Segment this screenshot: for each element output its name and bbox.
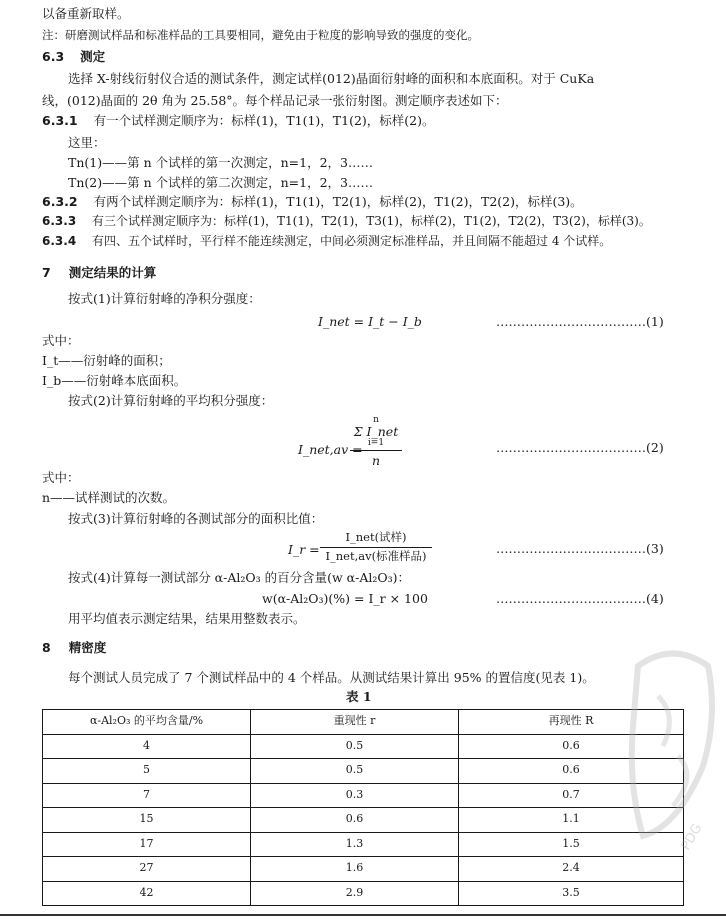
table-cell: 0.6 bbox=[251, 808, 459, 833]
formula-number: ………………………………(2) bbox=[496, 440, 664, 455]
table-cell: 4 bbox=[43, 734, 251, 759]
column-header: 重现性 r bbox=[251, 710, 459, 735]
text-line: 式中： bbox=[42, 470, 80, 485]
definition-line: Tn(1)——第 n 个试样的第一次测定，n=1，2，3…… bbox=[68, 155, 373, 170]
section-heading-8 bbox=[42, 640, 106, 657]
section-title: 测定 bbox=[80, 49, 106, 64]
table-cell: 1.5 bbox=[459, 832, 684, 857]
column-header: 再现性 R bbox=[459, 710, 684, 735]
clause-6-3-3 bbox=[42, 213, 651, 229]
table-cell: 3.5 bbox=[459, 881, 684, 906]
formula-4: w(α-Al₂O₃)(%) = I_r × 100 bbox=[262, 591, 428, 606]
fraction-numerator: Σ I_net bbox=[353, 424, 399, 439]
clause-number: 6.3.4 bbox=[42, 234, 77, 248]
table-cell: 42 bbox=[43, 881, 251, 906]
table-cell: 15 bbox=[43, 808, 251, 833]
table-row bbox=[43, 832, 684, 857]
formula-2-fraction bbox=[350, 416, 402, 470]
section-heading-6-3 bbox=[42, 49, 105, 66]
formula-2-lhs: I_net,av = bbox=[298, 442, 363, 457]
sum-lower-limit: i=1 bbox=[367, 437, 385, 448]
table-cell: 0.6 bbox=[459, 759, 684, 784]
clause-6-3-1 bbox=[42, 113, 435, 130]
precision-table bbox=[42, 709, 684, 906]
text-line: 按式(3)计算衍射峰的各测试部分的面积比值： bbox=[68, 511, 324, 526]
section-title: 精密度 bbox=[68, 640, 107, 655]
table-cell: 1.6 bbox=[251, 857, 459, 882]
formula-number: ………………………………(4) bbox=[496, 591, 664, 606]
definition-line: I_b——衍射峰本底面积。 bbox=[42, 373, 187, 388]
table-row bbox=[43, 783, 684, 808]
clause-number: 6.3.3 bbox=[42, 214, 77, 228]
text-line: 式中： bbox=[42, 333, 80, 348]
fraction-bar bbox=[350, 450, 402, 451]
table-cell: 27 bbox=[43, 857, 251, 882]
text-line: 用平均值表示测定结果，结果用整数表示。 bbox=[68, 611, 306, 626]
table-row bbox=[43, 881, 684, 906]
table-cell: 2.9 bbox=[251, 881, 459, 906]
table-cell: 0.6 bbox=[459, 734, 684, 759]
table-row bbox=[43, 759, 684, 784]
watermark-stamp bbox=[618, 636, 726, 866]
definition-line: I_t——衍射峰的面积； bbox=[42, 353, 171, 368]
clause-number: 6.3.1 bbox=[42, 113, 78, 128]
table-row bbox=[43, 734, 684, 759]
formula-number: ………………………………(3) bbox=[496, 541, 664, 556]
text-line: 按式(4)计算每一测试部分 α-Al₂O₃ 的百分含量(w α-Al₂O₃)： bbox=[68, 570, 410, 585]
paragraph-line: 线，(012)晶面的 2θ 角为 25.58°。每个样品记录一张衍射图。测定顺序表述如下： bbox=[42, 93, 508, 108]
stamp-text: PDG bbox=[678, 821, 706, 853]
formula-number: ………………………………(1) bbox=[496, 314, 664, 329]
table-cell: 0.5 bbox=[251, 759, 459, 784]
fraction-denominator: I_net,av(标准样品) bbox=[325, 548, 427, 563]
bottom-rule bbox=[0, 914, 726, 916]
table-cell: 0.5 bbox=[251, 734, 459, 759]
definition-line: Tn(2)——第 n 个试样的第二次测定，n=1，2，3…… bbox=[68, 175, 373, 190]
formula-3-lhs: I_r = bbox=[288, 542, 320, 557]
clause-6-3-4 bbox=[42, 233, 611, 249]
section-number: 7 bbox=[42, 265, 51, 280]
clause-number: 6.3.2 bbox=[42, 194, 78, 209]
text-line: 按式(2)计算衍射峰的平均积分强度： bbox=[68, 393, 274, 408]
note-line: 注：研磨测试样品和标准样品的工具要相同，避免由于粒度的影响导致的强度的变化。 bbox=[42, 28, 479, 42]
text-line: 以备重新取样。 bbox=[42, 6, 130, 21]
clause-text: 有两个试样测定顺序为：标样(1)，T1(1)，T2(1)，标样(2)，T1(2)，T2(2)，标样(3)。 bbox=[93, 194, 583, 209]
table-cell: 1.3 bbox=[251, 832, 459, 857]
clause-6-3-2 bbox=[42, 194, 583, 211]
table-cell: 0.3 bbox=[251, 783, 459, 808]
paragraph-line: 选择 X-射线衍射仪合适的测试条件，测定试样(012)晶面衍射峰的面积和本底面积。对于 CuKa bbox=[68, 71, 595, 86]
section-heading-7 bbox=[42, 265, 156, 282]
table-title: 表 1 bbox=[346, 689, 372, 704]
fraction-denominator: n bbox=[371, 452, 381, 468]
formula-3-fraction bbox=[320, 530, 432, 564]
sum-upper-limit: n bbox=[373, 415, 379, 425]
text-line: 这里： bbox=[68, 135, 106, 150]
section-number: 6.3 bbox=[42, 49, 65, 64]
section-title: 测定结果的计算 bbox=[68, 265, 157, 280]
text-line: 按式(1)计算衍射峰的净积分强度： bbox=[68, 291, 261, 306]
column-header: α-Al₂O₃ 的平均含量/% bbox=[43, 710, 251, 735]
table-cell: 1.1 bbox=[459, 808, 684, 833]
formula-1: I_net = I_t − I_b bbox=[318, 314, 422, 329]
text-line: 每个测试人员完成了 7 个测试样品中的 4 个样品。从测试结果计算出 95% 的置信度(见表 1)。 bbox=[68, 670, 595, 685]
table-row bbox=[43, 857, 684, 882]
table-cell: 5 bbox=[43, 759, 251, 784]
definition-line: n——试样测试的次数。 bbox=[42, 490, 176, 505]
table-cell: 17 bbox=[43, 832, 251, 857]
clause-text: 有三个试样测定顺序为：标样(1)，T1(1)，T2(1)，T3(1)，标样(2)，T1(2)，T2(2)，T3(2)，标样(3)。 bbox=[92, 214, 651, 228]
table-cell: 7 bbox=[43, 783, 251, 808]
table-row bbox=[43, 808, 684, 833]
table-header-row bbox=[43, 710, 684, 735]
fraction-numerator: I_net(试样) bbox=[345, 530, 407, 544]
clause-text: 有一个试样测定顺序为：标样(1)，T1(1)，T1(2)，标样(2)。 bbox=[93, 113, 435, 128]
clause-text: 有四、五个试样时，平行样不能连续测定，中间必须测定标准样品，并且间隔不能超过 4 个试样。 bbox=[92, 234, 612, 248]
table-cell: 0.7 bbox=[459, 783, 684, 808]
section-number: 8 bbox=[42, 640, 51, 655]
table-cell: 2.4 bbox=[459, 857, 684, 882]
fraction-bar bbox=[320, 547, 432, 548]
